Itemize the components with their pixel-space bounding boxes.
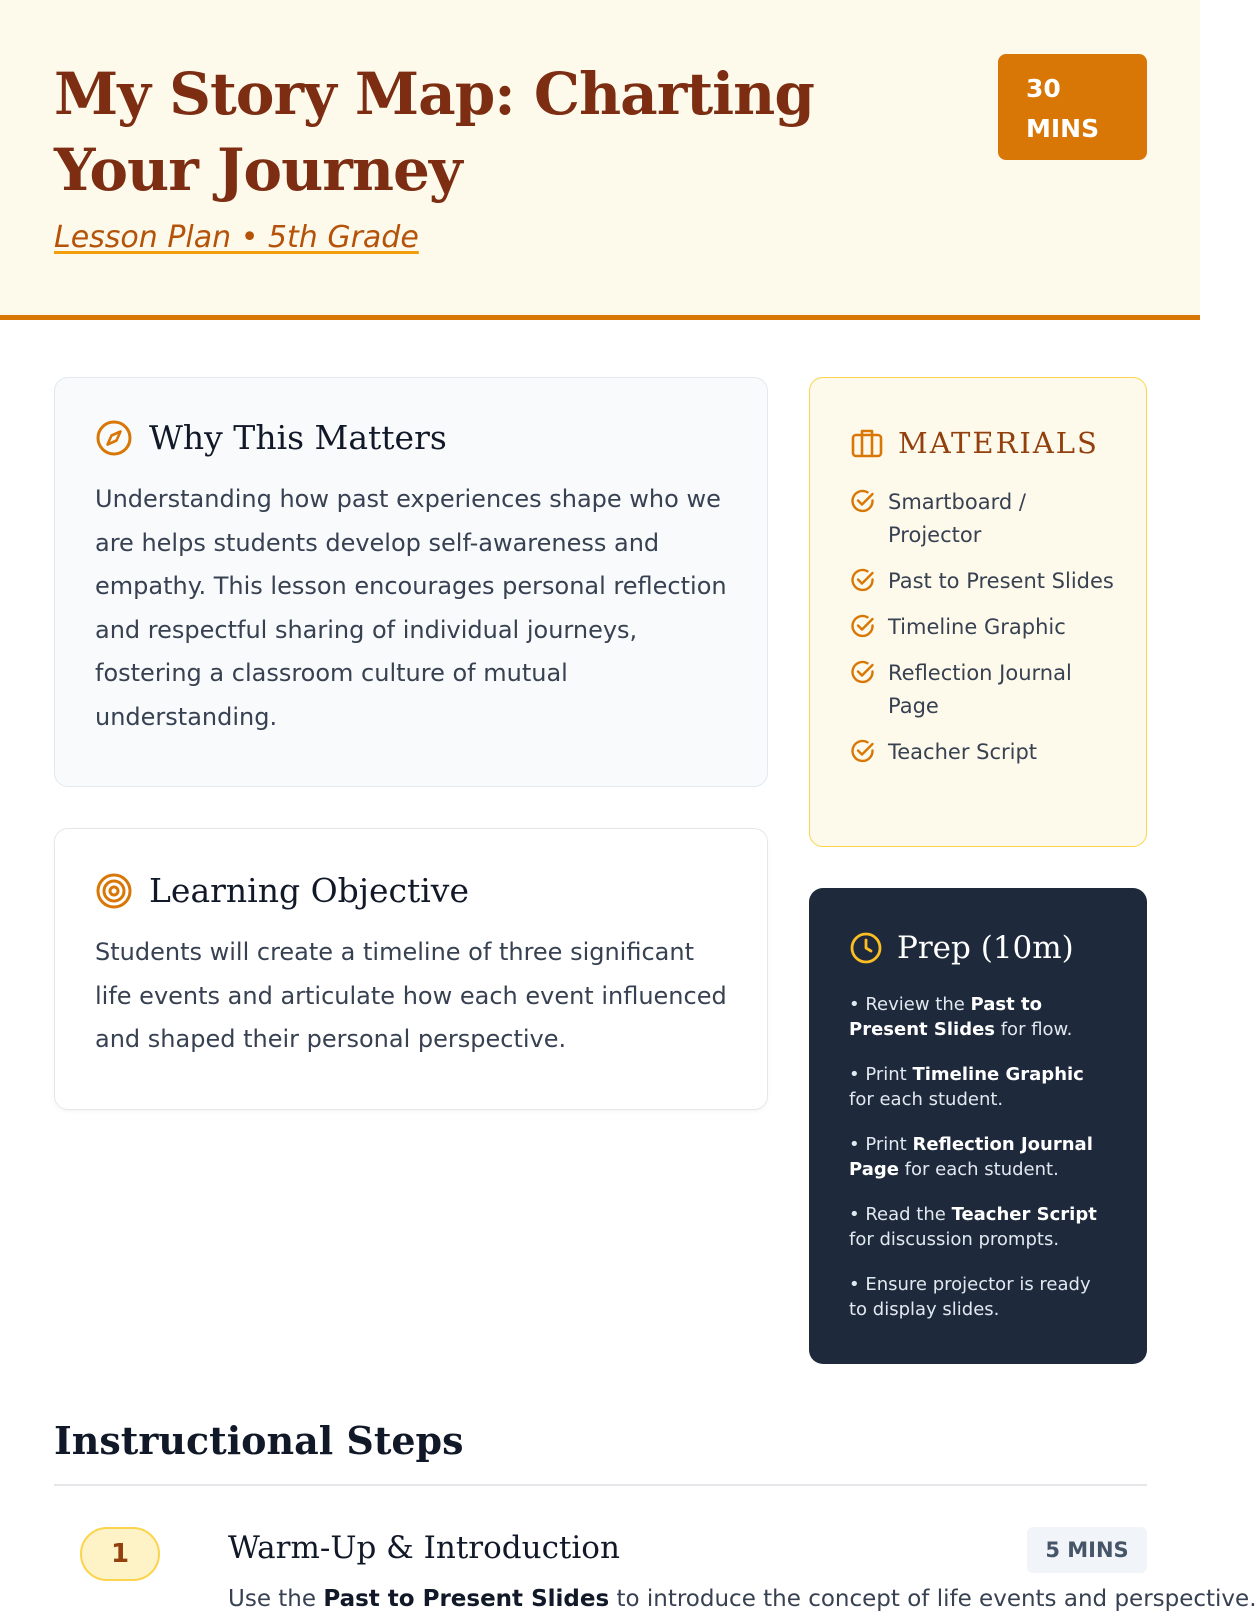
page-subtitle: Lesson Plan • 5th Grade: [54, 220, 419, 255]
section-divider: [54, 1484, 1147, 1486]
materials-item-label: Past to Present Slides: [888, 569, 1114, 593]
prep-item-text: for each student.: [898, 1159, 1059, 1180]
why-card-body: Understanding how past experiences shape who we are helps students develop self-awareness and empathy. This lesson encourages personal reflection and respectful sharing of individual journeys, fostering a classroom culture of mutual understanding.: [95, 485, 727, 731]
prep-item-bold: Reflection Journal Page: [849, 1134, 1093, 1180]
materials-title: MATERIALS: [898, 426, 1099, 460]
step-description-text: to introduce the concept of life events and perspective.: [609, 1586, 1257, 1612]
prep-item-text: for flow.: [995, 1019, 1073, 1040]
objective-card-body: Students will create a timeline of three significant life events and articulate how each event influenced and shaped their personal perspective.: [95, 938, 727, 1053]
check-circle-icon: [850, 567, 876, 593]
check-circle-icon: [850, 488, 876, 514]
prep-item: [849, 1062, 1111, 1112]
prep-item: [849, 1132, 1111, 1182]
learning-objective-card: [54, 828, 768, 1110]
materials-item-label: Teacher Script: [888, 740, 1038, 764]
page-title: My Story Map: Charting Your Journey: [54, 60, 814, 204]
prep-item-bold: Teacher Script: [951, 1204, 1097, 1225]
prep-item-text: • Read the: [849, 1204, 952, 1225]
step-duration-badge: 5 MINS: [1027, 1527, 1147, 1573]
materials-item: [850, 611, 1120, 644]
why-card-header: [95, 418, 447, 457]
check-circle-icon: [850, 613, 876, 639]
materials-item-label: Reflection Journal Page: [888, 661, 1072, 718]
why-card-title: Why This Matters: [149, 418, 447, 457]
materials-item: [850, 565, 1120, 598]
step-description-bold: Past to Present Slides: [323, 1586, 610, 1612]
steps-section-title: Instructional Steps: [54, 1418, 464, 1463]
briefcase-icon: [850, 426, 884, 460]
prep-item-bold: Timeline Graphic: [912, 1064, 1084, 1085]
compass-icon: [95, 419, 133, 457]
check-circle-icon: [850, 659, 876, 685]
prep-item-text: • Review the: [849, 994, 971, 1015]
materials-header: [850, 426, 1099, 460]
objective-card-header: [95, 871, 469, 910]
prep-item: [849, 1202, 1111, 1252]
prep-header: [849, 930, 1074, 966]
duration-value: 30: [1026, 74, 1061, 103]
prep-item-text: for discussion prompts.: [849, 1229, 1060, 1250]
prep-item-text: • Print: [849, 1134, 913, 1155]
materials-item-label: Smartboard / Projector: [888, 490, 1026, 547]
clock-icon: [849, 931, 883, 965]
materials-item: [850, 486, 1120, 552]
prep-item: [849, 992, 1111, 1042]
prep-item-text: • Print: [849, 1064, 913, 1085]
prep-item: [849, 1272, 1111, 1322]
step-title: Warm-Up & Introduction: [228, 1530, 620, 1566]
objective-card-title: Learning Objective: [149, 871, 469, 910]
step-number-badge: 1: [80, 1527, 160, 1581]
check-circle-icon: [850, 738, 876, 764]
page-header: [0, 0, 1200, 320]
prep-card: [809, 888, 1147, 1364]
materials-item: [850, 736, 1120, 769]
materials-item-label: Timeline Graphic: [888, 615, 1066, 639]
why-this-matters-card: [54, 377, 768, 787]
prep-item-bold: Past to Present Slides: [849, 994, 1042, 1040]
step-description-text: Use the: [228, 1586, 324, 1612]
prep-list: [849, 992, 1111, 1342]
prep-item-text: for each student.: [849, 1089, 1004, 1110]
step-description: [228, 1582, 1257, 1616]
materials-list: [850, 486, 1120, 782]
materials-item: [850, 657, 1120, 723]
prep-title: Prep (10m): [897, 930, 1074, 966]
duration-unit: MINS: [1026, 114, 1100, 143]
duration-badge: [998, 54, 1147, 160]
prep-item-text: • Ensure projector is ready to display slides.: [849, 1274, 1091, 1320]
materials-card: [809, 377, 1147, 847]
target-icon: [95, 872, 133, 910]
